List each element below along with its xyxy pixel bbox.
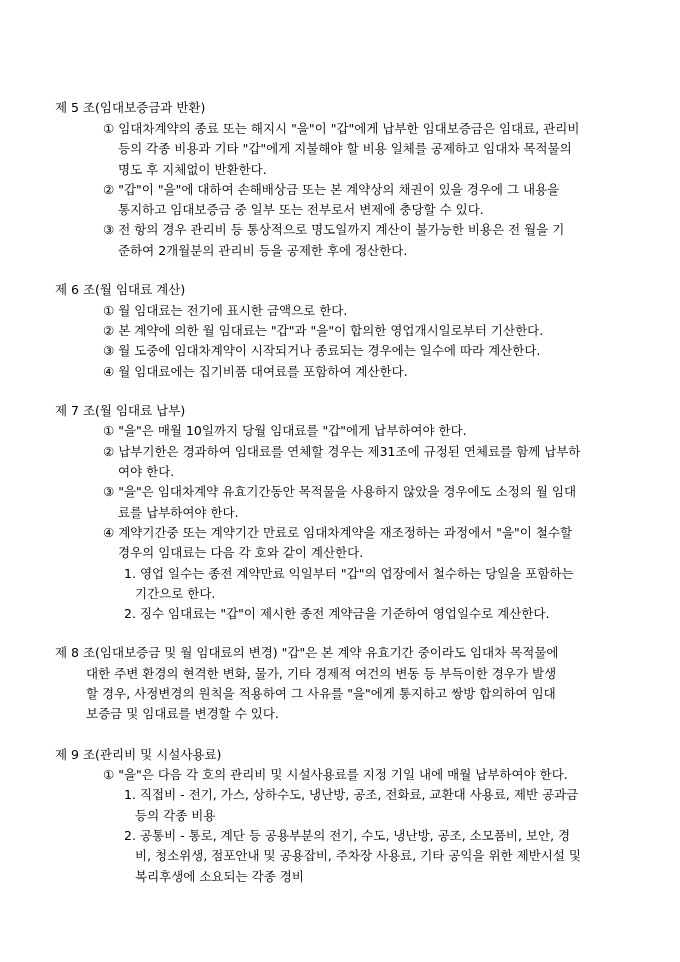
article-heading: 제 6 조(월 임대료 계산) — [55, 282, 186, 297]
clause-text: 월 도중에 임대차계약이 시작되거나 종료되는 경우에는 일수에 따라 계산한다. — [118, 343, 541, 358]
clause-text: "을"은 매월 10일까지 당월 임대료를 "갑"에게 납부하여야 한다. — [118, 423, 467, 438]
subclause-text-line: 기간으로 한다. — [135, 586, 216, 601]
subclause-2 — [124, 826, 570, 847]
subclause-text: 공통비 - 통로, 계단 등 공용부분의 전기, 수도, 냉난방, 공조, 소모품비, 보안, 경 — [139, 828, 571, 843]
clause-1 — [103, 119, 623, 140]
clause-text-line: 여야 한다. — [118, 464, 175, 479]
subclause-text: 직접비 - 전기, 가스, 상하수도, 냉난방, 공조, 전화료, 교환대 사용료, 제반 공과금 — [139, 787, 579, 802]
clause-text: "갑"이 "을"에 대하여 손해배상금 또는 본 계약상의 채권이 있을 경우에 그 내용을 — [118, 182, 560, 197]
subclause-marker: 2. — [124, 606, 136, 621]
clause-marker: ② — [103, 323, 115, 338]
article-text-line: 보증금 및 임대료를 변경할 수 있다. — [86, 706, 279, 721]
clause-text-line: 명도 후 지체없이 반환한다. — [118, 162, 267, 177]
subclause-marker: 2. — [124, 828, 136, 843]
subclause-2 — [124, 604, 549, 625]
clause-4 — [103, 523, 623, 544]
clause-text: 전 항의 경우 관리비 등 통상적으로 명도일까지 계산이 불가능한 비용은 전 월을 기 — [118, 222, 565, 237]
subclause-marker: 1. — [124, 566, 136, 581]
subclause-text-line: 비, 청소위생, 점포안내 및 공용잡비, 주차장 사용료, 기타 공익을 위한 제반시설 및 — [135, 848, 582, 863]
clause-marker: ① — [103, 303, 115, 318]
clause-2 — [103, 321, 623, 342]
article-heading: 제 7 조(월 임대료 납부) — [55, 403, 186, 418]
clause-3 — [103, 482, 623, 503]
article-heading: 제 5 조(임대보증금과 반환) — [55, 100, 206, 115]
clause-text: 계약기간중 또는 계약기간 만료로 임대차계약을 재조정하는 과정에서 "을"이 철수할 — [118, 525, 573, 540]
clause-marker: ① — [103, 121, 115, 136]
clause-marker: ③ — [103, 222, 115, 237]
clause-3 — [103, 220, 623, 241]
clause-text: 월 임대료에는 집기비품 대여료를 포함하여 계산한다. — [118, 364, 408, 379]
clause-text: 임대차계약의 종료 또는 해지시 "을"이 "갑"에게 납부한 임대보증금은 임대료, 관리비 — [118, 121, 580, 136]
clause-text-line: 경우의 임대료는 다음 각 호와 같이 계산한다. — [118, 545, 364, 560]
clause-1 — [103, 765, 623, 786]
clause-4 — [103, 362, 623, 383]
clause-text-line: 준하여 2개월분의 관리비 등을 공제한 후에 정산한다. — [118, 243, 408, 258]
clause-2 — [103, 180, 623, 201]
clause-marker: ② — [103, 182, 115, 197]
clause-marker: ④ — [103, 364, 115, 379]
clause-text-line: 통지하고 임대보증금 중 일부 또는 전부로서 변제에 충당할 수 있다. — [118, 202, 484, 217]
clause-1 — [103, 421, 623, 442]
article-text-line: 할 경우, 사정변경의 원칙을 적용하여 그 사유를 "을"에게 통지하고 쌍방 합의하여 임대 — [86, 686, 556, 701]
clause-marker: ④ — [103, 525, 115, 540]
subclause-1 — [124, 564, 574, 585]
clause-text: "을"은 임대차계약 유효기간동안 목적물을 사용하지 않았을 경우에도 소정의 월 임대 — [118, 484, 577, 499]
subclause-text: 영업 일수는 종전 계약만료 익일부터 "갑"의 업장에서 철수하는 당일을 포함하는 — [139, 566, 574, 581]
clause-marker: ③ — [103, 343, 115, 358]
clause-text: 납부기한은 경과하여 임대료를 연체할 경우는 제31조에 규정된 연체료를 함께 납부하 — [118, 444, 581, 459]
clause-marker: ② — [103, 444, 115, 459]
clause-2 — [103, 442, 623, 463]
clause-text: 본 계약에 의한 월 임대료는 "갑"과 "을"이 합의한 영업개시일로부터 기산한다. — [118, 323, 544, 338]
subclause-marker: 1. — [124, 787, 136, 802]
article-heading: 제 9 조(관리비 및 시설사용료) — [55, 747, 222, 762]
clause-text: 월 임대료는 전기에 표시한 금액으로 한다. — [118, 303, 348, 318]
clause-text: "을"은 다음 각 호의 관리비 및 시설사용료를 지정 기일 내에 매월 납부하여야 한다. — [118, 767, 568, 782]
article-heading: 제 8 조(임대보증금 및 월 임대료의 변경) "갑"은 본 계약 유효기간 중이라도 임대차 목적물에 — [55, 645, 559, 660]
subclause-1 — [124, 785, 578, 806]
subclause-text-line: 복리후생에 소요되는 각종 경비 — [135, 869, 304, 884]
subclause-text-line: 등의 각종 비용 — [135, 808, 216, 823]
article-text-line: 대한 주변 환경의 현격한 변화, 물가, 기타 경제적 여건의 변동 등 부득이한 경우가 발생 — [86, 666, 557, 681]
clause-marker: ① — [103, 423, 115, 438]
clause-marker: ③ — [103, 484, 115, 499]
clause-1 — [103, 301, 623, 322]
clause-marker: ① — [103, 767, 115, 782]
clause-text-line: 등의 각종 비용과 기타 "갑"에게 지불해야 할 비용 일체를 공제하고 임대차 목적물의 — [118, 141, 572, 156]
subclause-text: 징수 임대료는 "갑"이 제시한 종전 계약금을 기준하여 영업일수로 계산한다. — [139, 606, 550, 621]
clause-text-line: 료를 납부하여야 한다. — [118, 505, 239, 520]
clause-3 — [103, 341, 623, 362]
